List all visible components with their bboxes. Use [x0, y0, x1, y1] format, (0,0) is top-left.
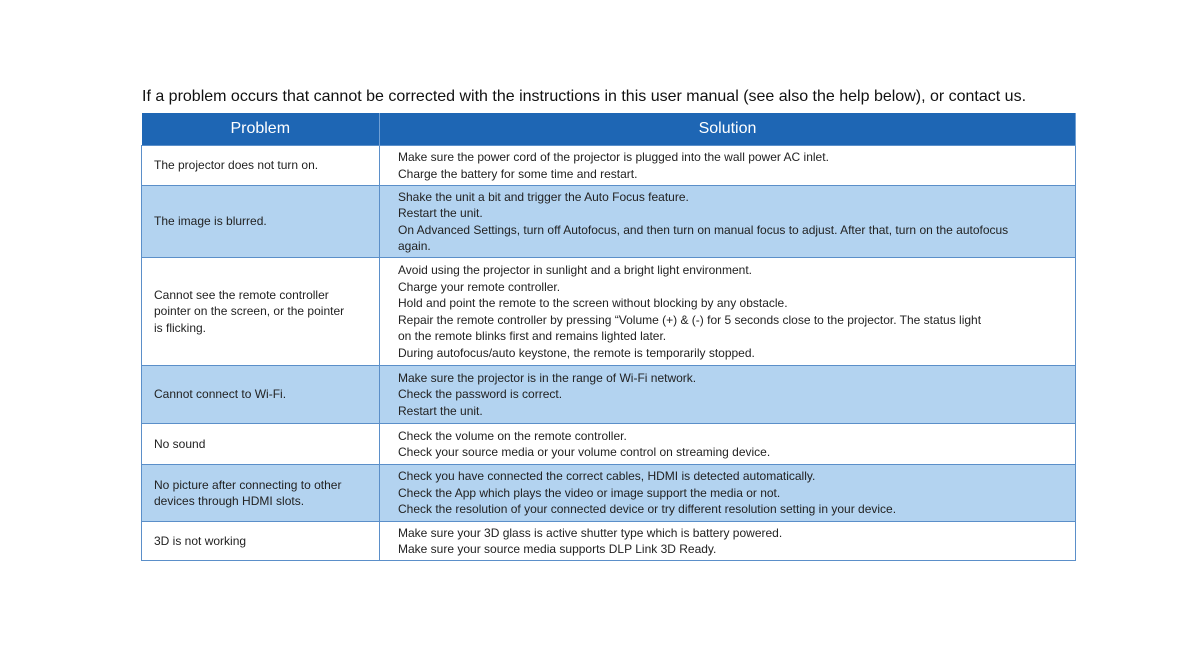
solution-line: Charge your remote controller. [398, 279, 561, 294]
solution-line: Check the App which plays the video or image support the media or not. [398, 485, 781, 500]
solution-line: on the remote blinks first and remains lighted later. [398, 329, 667, 343]
solution-line: Restart the unit. [398, 206, 483, 220]
problem-cell [142, 522, 380, 561]
solution-line: Make sure the projector is in the range of Wi-Fi network. [398, 370, 697, 385]
solution-line: again. [398, 239, 431, 253]
solution-cell [380, 258, 1076, 366]
problem-line: No picture after connecting to other [154, 477, 342, 492]
solution-line: Make sure your source media supports DLP Link 3D Ready. [398, 542, 717, 556]
header-problem: Problem [142, 113, 380, 146]
solution-line: Hold and point the remote to the screen without blocking by any obstacle. [398, 296, 788, 310]
solution-line: Check the volume on the remote controller. [398, 428, 627, 443]
problem-line: Cannot see the remote controller [154, 287, 329, 302]
problem-cell [142, 465, 380, 522]
solution-line: On Advanced Settings, turn off Autofocus, and then turn on manual focus to adjust. After that, turn on the autofocus [398, 222, 1009, 237]
intro-text: If a problem occurs that cannot be corrected with the instructions in this user manual (see also the help below), or contact us. [142, 88, 1027, 105]
solution-line: Check the password is correct. [398, 387, 563, 402]
problem-line: The projector does not turn on. [154, 158, 319, 173]
problem-line: pointer on the screen, or the pointer [154, 304, 345, 319]
problem-cell [142, 186, 380, 258]
table-row [142, 366, 1076, 424]
solution-cell [380, 465, 1076, 522]
solution-line: Check the resolution of your connected device or try different resolution setting in your device. [398, 502, 897, 517]
solution-line: Shake the unit a bit and trigger the Auto Focus feature. [398, 189, 689, 204]
solution-line: Avoid using the projector in sunlight and a bright light environment. [398, 263, 752, 277]
table-header [142, 113, 1076, 146]
solution-cell [380, 424, 1076, 465]
problem-cell [142, 424, 380, 465]
problem-cell [142, 258, 380, 366]
solution-line: Charge the battery for some time and restart. [398, 166, 638, 181]
solution-line: Repair the remote controller by pressing “Volume (+) & (-) for 5 seconds close to the projector. The status light [398, 312, 982, 327]
troubleshooting-table [141, 113, 1076, 561]
solution-line: Make sure your 3D glass is active shutter type which is battery powered. [398, 525, 783, 540]
solution-line: Restart the unit. [398, 403, 483, 418]
problem-cell [142, 366, 380, 424]
solution-cell [380, 146, 1076, 186]
solution-line: During autofocus/auto keystone, the remote is temporarily stopped. [398, 345, 755, 360]
problem-line: The image is blurred. [154, 214, 267, 229]
table-row [142, 146, 1076, 186]
solution-cell [380, 186, 1076, 258]
header-solution: Solution [380, 113, 1076, 146]
problem-line: 3D is not working [154, 533, 247, 548]
table-row [142, 258, 1076, 366]
solution-line: Make sure the power cord of the projector is plugged into the wall power AC inlet. [398, 150, 829, 164]
solution-line: Check your source media or your volume control on streaming device. [398, 445, 771, 459]
table-row [142, 522, 1076, 561]
table-row [142, 186, 1076, 258]
table-row [142, 465, 1076, 522]
solution-line: Check you have connected the correct cables, HDMI is detected automatically. [398, 469, 816, 484]
problem-line: is flicking. [154, 320, 207, 335]
problem-line: Cannot connect to Wi-Fi. [154, 387, 287, 402]
problem-cell [142, 146, 380, 186]
solution-cell [380, 366, 1076, 424]
problem-line: devices through HDMI slots. [154, 494, 305, 508]
solution-cell [380, 522, 1076, 561]
table-row [142, 424, 1076, 465]
problem-line: No sound [154, 436, 206, 451]
